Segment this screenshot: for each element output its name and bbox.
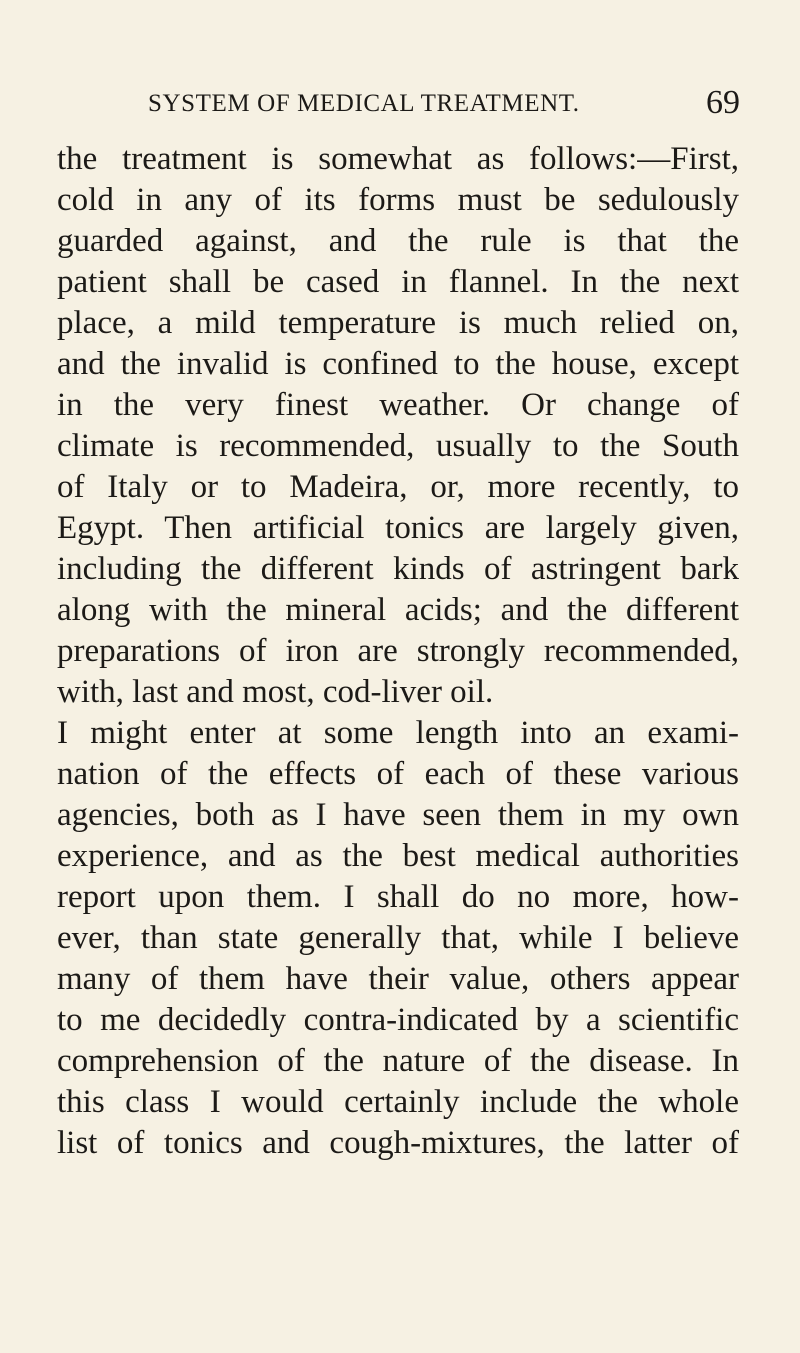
body-text xyxy=(57,139,739,1164)
text-line: along with the mineral acids; and the different xyxy=(57,592,739,628)
text-line: patient shall be cased in flannel. In the next xyxy=(57,264,739,300)
running-title: SYSTEM OF MEDICAL TREATMENT. xyxy=(148,90,580,117)
text-line: preparations of iron are strongly recommended, xyxy=(57,633,739,669)
text-line: to me decidedly contra-indicated by a scientific xyxy=(57,1002,739,1038)
text-line: cold in any of its forms must be sedulously xyxy=(57,182,739,218)
text-line: in the very finest weather. Or change of xyxy=(57,387,739,423)
text-line: I might enter at some length into an exami- xyxy=(57,715,739,751)
text-line: nation of the effects of each of these various xyxy=(57,756,739,792)
text-line: Egypt. Then artificial tonics are largely given, xyxy=(57,510,739,546)
text-line: list of tonics and cough-mixtures, the latter of xyxy=(57,1125,739,1161)
text-line: many of them have their value, others appear xyxy=(57,961,739,997)
text-line: including the different kinds of astringent bark xyxy=(57,551,739,587)
page-number: 69 xyxy=(706,84,740,121)
text-line: guarded against, and the rule is that the xyxy=(57,223,739,259)
text-line: experience, and as the best medical authorities xyxy=(57,838,739,874)
text-line: the treatment is somewhat as follows:—First, xyxy=(57,141,739,177)
text-line: climate is recommended, usually to the South xyxy=(57,428,739,464)
text-line: ever, than state generally that, while I believe xyxy=(57,920,739,956)
text-line: of Italy or to Madeira, or, more recently, to xyxy=(57,469,739,505)
running-head xyxy=(126,84,740,124)
text-line: comprehension of the nature of the disease. In xyxy=(57,1043,739,1079)
text-line: with, last and most, cod-liver oil. xyxy=(57,674,494,710)
text-line: this class I would certainly include the whole xyxy=(57,1084,739,1120)
text-line: agencies, both as I have seen them in my own xyxy=(57,797,739,833)
text-line: and the invalid is confined to the house, except xyxy=(57,346,739,382)
text-line: report upon them. I shall do no more, how- xyxy=(57,879,739,915)
text-line: place, a mild temperature is much relied on, xyxy=(57,305,739,341)
